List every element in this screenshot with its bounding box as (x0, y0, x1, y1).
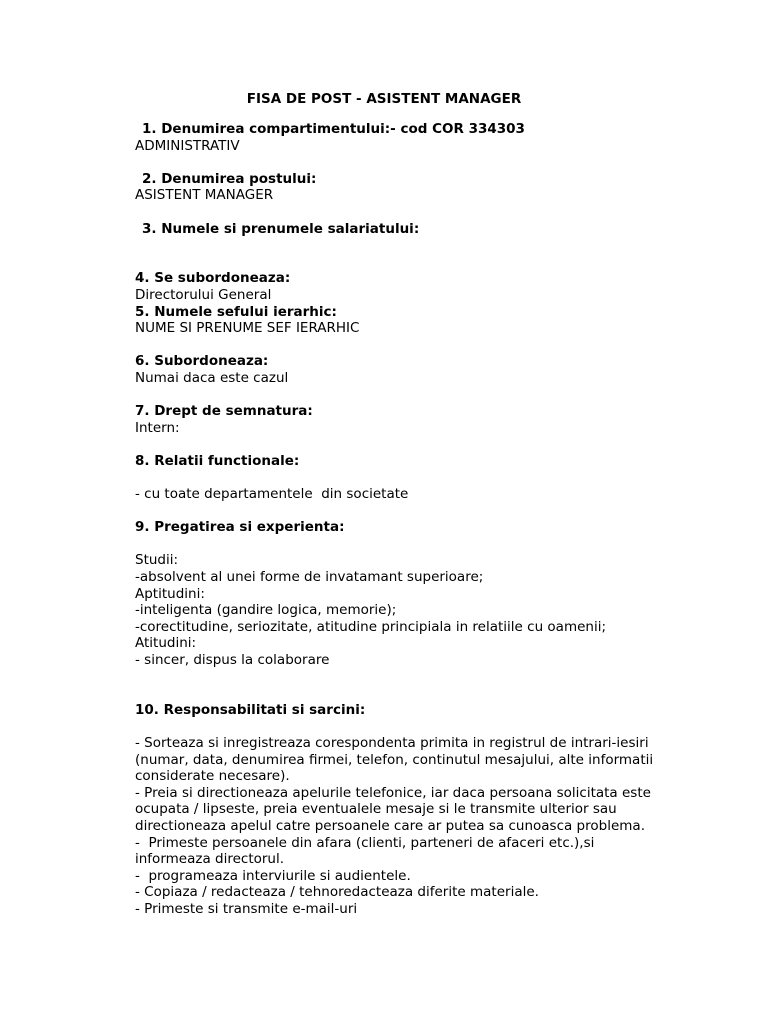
section-9-line: Atitudini: (135, 635, 197, 652)
section-9-line: Studii: (135, 552, 179, 569)
section-4-value: Directorului General (135, 286, 272, 303)
section-10-line: - Sorteaza si inregistreaza corespondenta primita in registrul de intrari-iesiri (135, 734, 649, 751)
section-10-line: directioneaza apelul catre persoanele care ar putea sa cunoasca problema. (135, 817, 645, 834)
spacer (135, 154, 675, 171)
section-10-line: (numar, data, denumirea firmei, telefon, continutul mesajului, alte informatii (135, 751, 654, 768)
section-10-line: - Copiaza / redacteaza / tehnoredacteaza diferite materiale. (135, 884, 539, 901)
section-2-heading: 2. Denumirea postului: (142, 170, 317, 187)
section-10-line: considerate necesare). (135, 768, 290, 785)
section-6-value: Numai daca este cazul (135, 369, 289, 386)
spacer (135, 204, 675, 221)
spacer (135, 718, 675, 735)
section-1-heading: 1. Denumirea compartimentului:- cod COR 334303 (142, 121, 525, 137)
section-4-heading: 4. Se subordoneaza: (135, 270, 291, 287)
section-10-line: ocupata / lipseste, preia eventualele mesaje si le transmite ulterior sau (135, 801, 617, 818)
section-7-value: Intern: (135, 419, 180, 436)
spacer (135, 536, 675, 553)
spacer (135, 237, 675, 270)
section-10-line: - programeaza interviurile si audientele. (135, 867, 411, 884)
section-5-value: NUME SI PRENUME SEF IERARHIC (135, 320, 360, 337)
spacer (135, 669, 675, 702)
spacer (135, 436, 675, 453)
section-10-line: - Primeste persoanele din afara (clienti, parteneri de afaceri etc.),si (135, 834, 595, 851)
section-2-value: ASISTENT MANAGER (135, 187, 274, 204)
section-10-heading: 10. Responsabilitati si sarcini: (135, 701, 366, 718)
section-9-line: -corectitudine, seriozitate, atitudine principiala in relatiile cu oamenii; (135, 618, 607, 635)
section-3-heading: 3. Numele si prenumele salariatului: (142, 220, 420, 237)
document-title: FISA DE POST - ASISTENT MANAGER (246, 91, 522, 107)
section-9-line: Aptitudini: (135, 585, 205, 602)
section-10-line: - Primeste si transmite e-mail-uri (135, 900, 358, 917)
section-1-value: ADMINISTRATIV (135, 137, 240, 154)
spacer (135, 387, 675, 404)
section-10-line: informeaza directorul. (135, 851, 285, 868)
section-8-heading: 8. Relatii functionale: (135, 452, 300, 469)
section-6-heading: 6. Subordoneaza: (135, 353, 269, 370)
document-body (135, 121, 675, 918)
section-9-line: -inteligenta (gandire logica, memorie); (135, 602, 397, 619)
section-7-heading: 7. Drept de semnatura: (135, 403, 313, 420)
spacer (135, 337, 675, 354)
spacer (135, 503, 675, 520)
section-10-line: - Preia si directioneaza apelurile telefonice, iar daca persoana solicitata este (135, 784, 651, 801)
section-9-line: -absolvent al unei forme de invatamant superioare; (135, 569, 484, 586)
spacer (135, 469, 675, 486)
section-5-heading: 5. Numele sefului ierarhic: (135, 303, 337, 320)
section-8-value: - cu toate departamentele din societate (135, 486, 409, 503)
section-9-heading: 9. Pregatirea si experienta: (135, 519, 345, 536)
section-9-line: - sincer, dispus la colaborare (135, 652, 330, 668)
